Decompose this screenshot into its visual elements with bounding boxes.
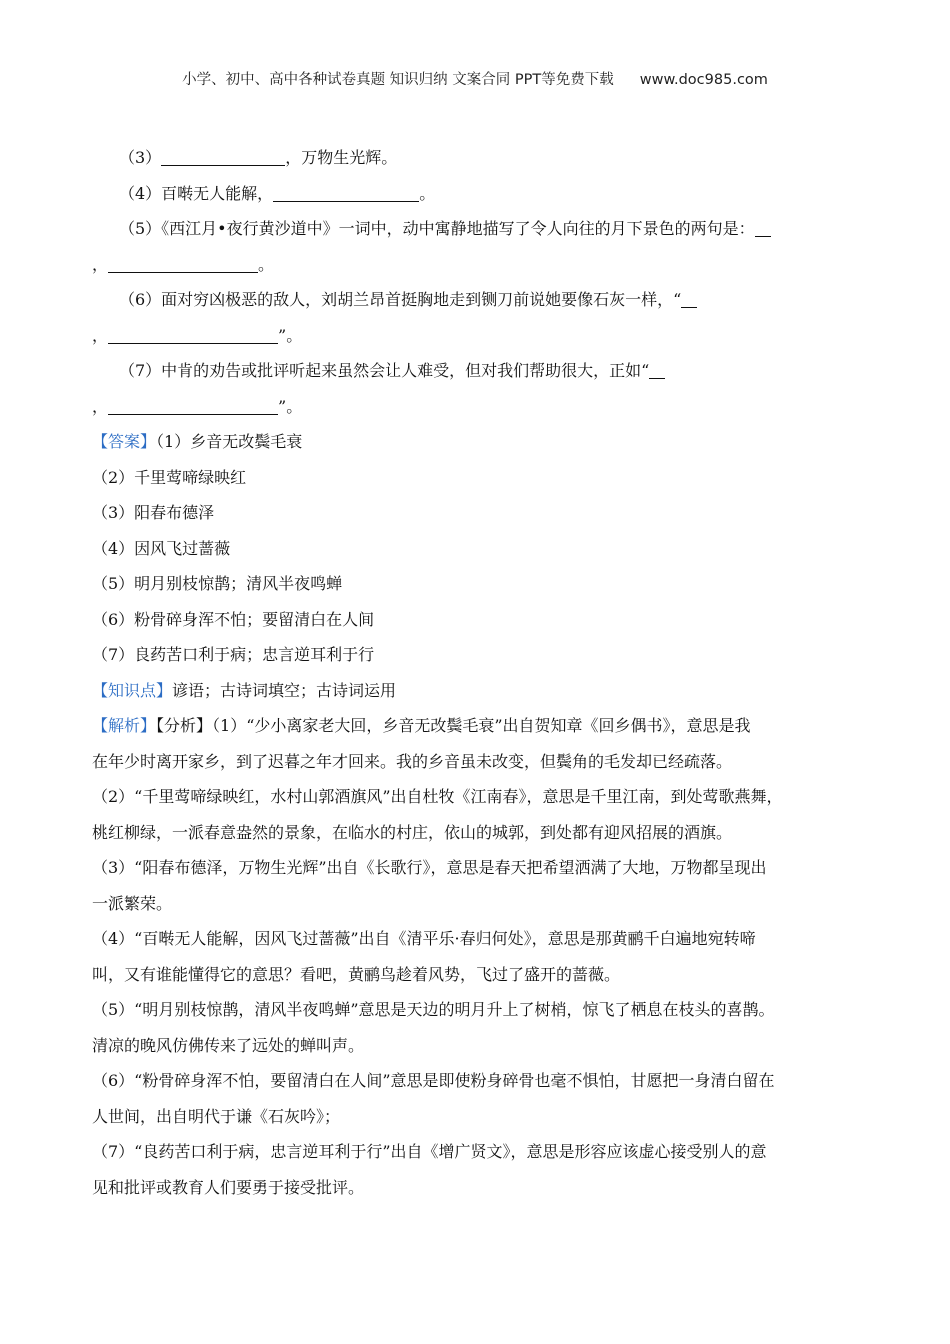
question-5: （5）《西江月•夜行黄沙道中》一词中，动中寓静地描写了令人向往的月下景色的两句是：	[92, 211, 862, 247]
answer-item: （7）良药苦口利于病；忠言逆耳利于行	[92, 645, 375, 664]
answer-blank	[273, 183, 419, 202]
answer-blank	[108, 325, 278, 344]
answer-tag: 【答案】	[92, 432, 157, 451]
knowledge-points: 【知识点】谚语；古诗词填空；古诗词运用	[92, 680, 397, 700]
analysis-line: 桃红柳绿，一派春意盎然的景象，在临水的村庄，依山的城郭，到处都有迎风招展的酒旗。	[92, 822, 733, 842]
analysis-line: （2）“千里莺啼绿映红，水村山郭酒旗风”出自杜牧《江南春》，意思是千里江南，到处莺歌燕舞，	[92, 787, 783, 806]
answer-blank	[108, 254, 258, 273]
analysis-line: 在年少时离开家乡，到了迟暮之年才回来。我的乡音虽未改变，但鬓角的毛发却已经疏落。	[92, 751, 733, 771]
question-6: （6）面对穷凶极恶的敌人，刘胡兰昂首挺胸地走到铡刀前说她要像石灰一样，“	[92, 282, 862, 318]
question-7-cont: ， ”。	[92, 396, 303, 416]
answer-item: （3）阳春布德泽	[92, 503, 215, 522]
header-site: www.doc985.com	[639, 72, 768, 88]
header-text: 小学、初中、高中各种试卷真题 知识归纳 文案合同 PPT等免费下载	[182, 72, 614, 88]
analysis-line: （4）“百啭无人能解，因风飞过蔷薇”出自《清平乐·春归何处》，意思是那黄鹂千白遍地宛转啼	[92, 929, 756, 948]
question-4: （4）百啭无人能解， 。	[119, 183, 436, 203]
analysis-line: 一派繁荣。	[92, 893, 173, 913]
answer-item: （2）千里莺啼绿映红	[92, 467, 247, 487]
answer-item: （5）明月别枝惊鹊；清风半夜鸣蝉	[92, 574, 343, 593]
answer-blank	[108, 396, 278, 415]
analysis-line: （6）“粉骨碎身浑不怕，要留清白在人间”意思是即使粉身碎骨也毫不惧怕，甘愿把一身清白留在	[92, 1071, 775, 1090]
analysis-line: 见和批评或教育人们要勇于接受批评。	[92, 1177, 365, 1197]
answer-item: 【答案】（1）乡音无改鬓毛衰	[92, 432, 303, 451]
analysis-line: 清凉的晚风仿佛传来了远处的蝉叫声。	[92, 1035, 365, 1055]
page-header	[0, 68, 950, 89]
answer-item: （6）粉骨碎身浑不怕；要留清白在人间	[92, 609, 375, 629]
answer-item: （4）因风飞过蔷薇	[92, 538, 231, 558]
analysis-line: （3）“阳春布德泽，万物生光辉”出自《长歌行》，意思是春天把希望洒满了大地，万物都呈现出	[92, 858, 767, 877]
answer-blank	[755, 218, 771, 237]
answer-blank	[161, 147, 285, 166]
answer-blank	[681, 289, 697, 308]
analysis-line: （7）“良药苦口利于病，忠言逆耳利于行”出自《增广贤文》，意思是形容应该虚心接受别人的意	[92, 1142, 767, 1161]
analysis-line: 【解析】【分析】（1）“少小离家老大回，乡音无改鬓毛衰”出自贺知章《回乡偶书》，意思是我	[92, 716, 751, 735]
question-7: （7）中肯的劝告或批评听起来虽然会让人难受，但对我们帮助很大，正如“	[92, 353, 862, 389]
analysis-line: 人世间，出自明代于谦《石灰吟》；	[92, 1106, 341, 1126]
analysis-tag: 【解析】	[92, 716, 157, 735]
document-body	[92, 140, 862, 1205]
analysis-line: 叫，又有谁能懂得它的意思？看吧，黄鹂鸟趁着风势，飞过了盛开的蔷薇。	[92, 964, 621, 984]
question-3: （3） ，万物生光辉。	[119, 148, 398, 167]
knowledge-tag: 【知识点】	[92, 680, 173, 700]
question-5-cont: ， 。	[92, 254, 275, 274]
question-6-cont: ， ”。	[92, 325, 303, 345]
answer-blank	[649, 360, 665, 379]
analysis-line: （5）“明月别枝惊鹊，清风半夜鸣蝉”意思是天边的明月升上了树梢，惊飞了栖息在枝头的喜鹊。	[92, 1000, 775, 1019]
